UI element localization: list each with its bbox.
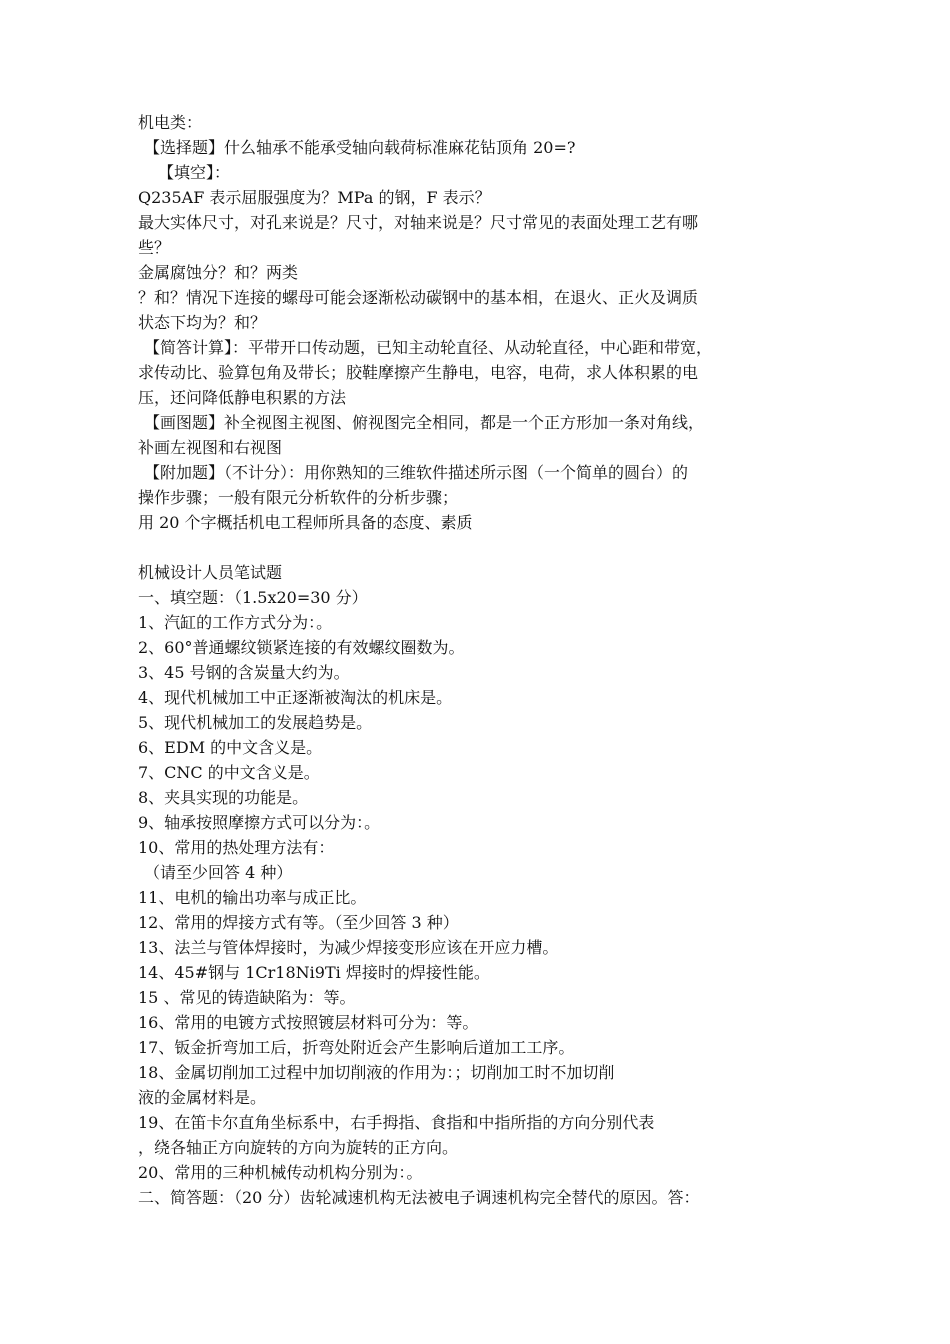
question-item: 9、轴承按照摩擦方式可以分为：。	[138, 813, 381, 832]
question-item: 17、钣金折弯加工后，折弯处附近会产生影响后道加工工序。	[138, 1038, 575, 1057]
question-group-heading: 一、填空题：（1.5x20=30 分）	[138, 588, 368, 607]
question-item: 18、金属切削加工过程中加切削液的作用为：；切削加工时不加切削	[138, 1063, 615, 1082]
text-line: 补画左视图和右视图	[138, 438, 283, 457]
text-line: 压，还问降低静电积累的方法	[138, 388, 347, 407]
question-item: 8、夹具实现的功能是。	[138, 788, 309, 807]
question-item: 1、汽缸的工作方式分为：。	[138, 613, 333, 632]
question-item: 12、常用的焊接方式有等。（至少回答 3 种）	[138, 913, 459, 932]
section-heading-mechanical-design: 机械设计人员笔试题	[138, 563, 283, 582]
text-line: 最大实体尺寸，对孔来说是？尺寸，对轴来说是？尺寸常见的表面处理工艺有哪	[138, 213, 699, 232]
section-heading-electromechanical: 机电类：	[138, 113, 203, 132]
question-item: 11、电机的输出功率与成正比。	[138, 888, 367, 907]
question-item: 液的金属材料是。	[138, 1088, 267, 1107]
question-item: 13、法兰与管体焊接时，为减少焊接变形应该在开应力槽。	[138, 938, 559, 957]
text-line: ？和？情况下连接的螺母可能会逐渐松动碳钢中的基本相，在退火、正火及调质	[138, 288, 699, 307]
question-item: 14、45#钢与 1Cr18Ni9Ti 焊接时的焊接性能。	[138, 963, 490, 982]
text-line: 【简答计算】：平带开口传动题，已知主动轮直径、从动轮直径，中心距和带宽，	[144, 338, 713, 357]
question-item: 2、60°普通螺纹锁紧连接的有效螺纹圈数为。	[138, 638, 465, 657]
text-line: 【选择题】什么轴承不能承受轴向载荷标准麻花钻顶角 20=?	[144, 138, 576, 157]
question-group-heading: 二、简答题：（20 分）齿轮减速机构无法被电子调速机构完全替代的原因。答：	[138, 1188, 700, 1207]
question-item: 7、CNC 的中文含义是。	[138, 763, 320, 782]
question-item: ，绕各轴正方向旋转的方向为旋转的正方向。	[138, 1138, 459, 1157]
text-line: 操作步骤；一般有限元分析软件的分析步骤；	[138, 488, 459, 507]
question-item: 3、45 号钢的含炭量大约为。	[138, 663, 350, 682]
question-item-note: （请至少回答 4 种）	[144, 863, 293, 882]
question-item: 10、常用的热处理方法有：	[138, 838, 335, 857]
text-line: 状态下均为？和？	[138, 313, 267, 332]
question-item: 4、现代机械加工中正逐渐被淘汰的机床是。	[138, 688, 453, 707]
text-line: 【画图题】补全视图主视图、俯视图完全相同，都是一个正方形加一条对角线，	[144, 413, 705, 432]
question-item: 20、常用的三种机械传动机构分别为：。	[138, 1163, 423, 1182]
question-item: 6、EDM 的中文含义是。	[138, 738, 323, 757]
text-line: 些？	[138, 238, 171, 257]
text-line: 金属腐蚀分？和？两类	[138, 263, 299, 282]
question-item: 16、常用的电镀方式按照镀层材料可分为：等。	[138, 1013, 479, 1032]
document-body	[138, 110, 838, 1210]
text-line: 求传动比、验算包角及带长；胶鞋摩擦产生静电，电容，电荷，求人体积累的电	[138, 363, 699, 382]
text-line: Q235AF 表示屈服强度为？MPa 的钢，F 表示？	[138, 188, 491, 207]
text-line: 用 20 个字概括机电工程师所具备的态度、素质	[138, 513, 473, 532]
question-item: 19、在笛卡尔直角坐标系中，右手拇指、食指和中指所指的方向分别代表	[138, 1113, 655, 1132]
blank-line	[138, 535, 838, 560]
question-item: 15 、常见的铸造缺陷为：等。	[138, 988, 356, 1007]
question-item: 5、现代机械加工的发展趋势是。	[138, 713, 373, 732]
text-line: 【附加题】（不计分）：用你熟知的三维软件描述所示图（一个简单的圆台）的	[144, 463, 689, 482]
text-line: 【填空】：	[158, 163, 231, 182]
